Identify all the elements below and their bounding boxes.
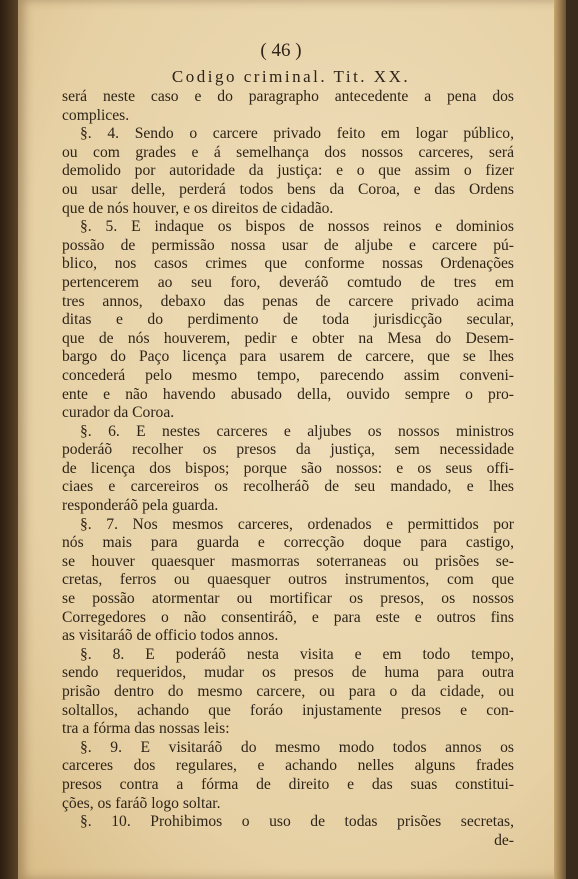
text-line: ciaes e carcereiros os recolheráõ de seu mandado, e lhes (62, 478, 514, 496)
text-line: §. 4. Sendo o carcere privado feito em logar público, (80, 125, 514, 143)
text-line: se houver quaesquer masmorras soterraneas ou prisões se- (62, 552, 514, 570)
text-line: §. 7. Nos mesmos carceres, ordenados e permittidos por (80, 515, 514, 533)
page-text-block (62, 42, 514, 850)
book-gutter (0, 0, 18, 879)
text-line: cretas, ferros ou quaesquer outros instrumentos, com que (62, 571, 514, 589)
running-header: Codigo criminal. Tit. XX. (171, 67, 411, 86)
text-line: ente e não havendo abusado della, ouvido sempre o pro- (62, 385, 514, 403)
page-number: ( 46 ) (260, 40, 302, 61)
text-line: Corregedores o não consentiráõ, e para este e outros fins (62, 608, 514, 626)
text-line: poderáõ recolher os presos da justiça, sem necessidade (62, 441, 514, 459)
page-edge (554, 0, 566, 879)
text-line: soltallos, achando que foráo injustamente presos e con- (62, 701, 514, 719)
text-line: sendo requeridos, mudar os presos de huma para outra (62, 664, 514, 682)
text-line: nós mais para guarda e correcção doque para castigo, (62, 534, 514, 552)
text-line: responderáõ pela guarda. (62, 497, 219, 515)
text-line: possão de permissão nossa usar de aljube e carcere pú- (62, 236, 514, 254)
text-line: §. 5. E indaque os bispos de nossos reinos e dominios (80, 218, 514, 236)
text-line: ou com grades e á semelhança dos nossos carceres, será (62, 143, 514, 161)
text-line: tres annos, debaxo das penas de carcere privado acima (62, 292, 514, 310)
text-line: demolido por autoridade da justiça: e o que assim o fizer (62, 162, 514, 180)
text-line: presos contra a fórma de direito e das suas constitui- (62, 775, 514, 793)
text-line: as visitaráõ de officio todos annos. (62, 627, 279, 645)
text-line: tra a fórma das nossas leis: (62, 720, 230, 738)
text-line: que de nós houverem, pedir e obter na Mesa do Desem- (62, 329, 514, 347)
text-line: carceres dos regulares, e achando nelles alguns frades (62, 757, 514, 775)
body-text (62, 88, 514, 850)
text-line: ções, os faráõ logo soltar. (62, 794, 221, 812)
text-line: prisão dentro do mesmo carcere, ou para o da cidade, ou (62, 683, 514, 700)
text-line: curador da Coroa. (62, 404, 175, 422)
text-line: §. 6. E nestes carceres e aljubes os nossos ministros (80, 422, 514, 440)
text-line: concederá pelo mesmo tempo, parecendo assim conveni- (62, 366, 514, 384)
text-line: blico, nos casos crimes que conforme nossas Ordenações (62, 255, 514, 273)
text-line: bargo do Paço licença para usarem de carcere, que se lhes (62, 348, 514, 366)
text-line: §. 8. E poderáõ nesta visita e em todo tempo, (80, 645, 514, 663)
text-line: que de nós houver, e os direitos de cidadão. (62, 199, 334, 217)
text-line: ditas e do perdimento de toda jurisdicção secular, (62, 311, 514, 329)
text-line: §. 9. E visitaráõ do mesmo modo todos annos os (80, 738, 514, 756)
text-line: se possão atormentar ou mortificar os presos, os nossos (62, 590, 514, 608)
text-line: ou usar delle, perderá todos bens da Coroa, e das Ordens (62, 180, 514, 198)
text-line: de- (494, 831, 514, 849)
text-line: pertencerem ao seu foro, deveráõ comtudo de tres em (62, 273, 514, 291)
text-line: complices. (62, 106, 130, 124)
text-line: §. 10. Prohibimos o uso de todas prisões secretas, (80, 813, 514, 831)
text-line: será neste caso e do paragrapho antecedente a pena dos (62, 88, 514, 105)
text-line: de licença dos bispos; porque são nossos: e os seus offi- (62, 459, 514, 477)
